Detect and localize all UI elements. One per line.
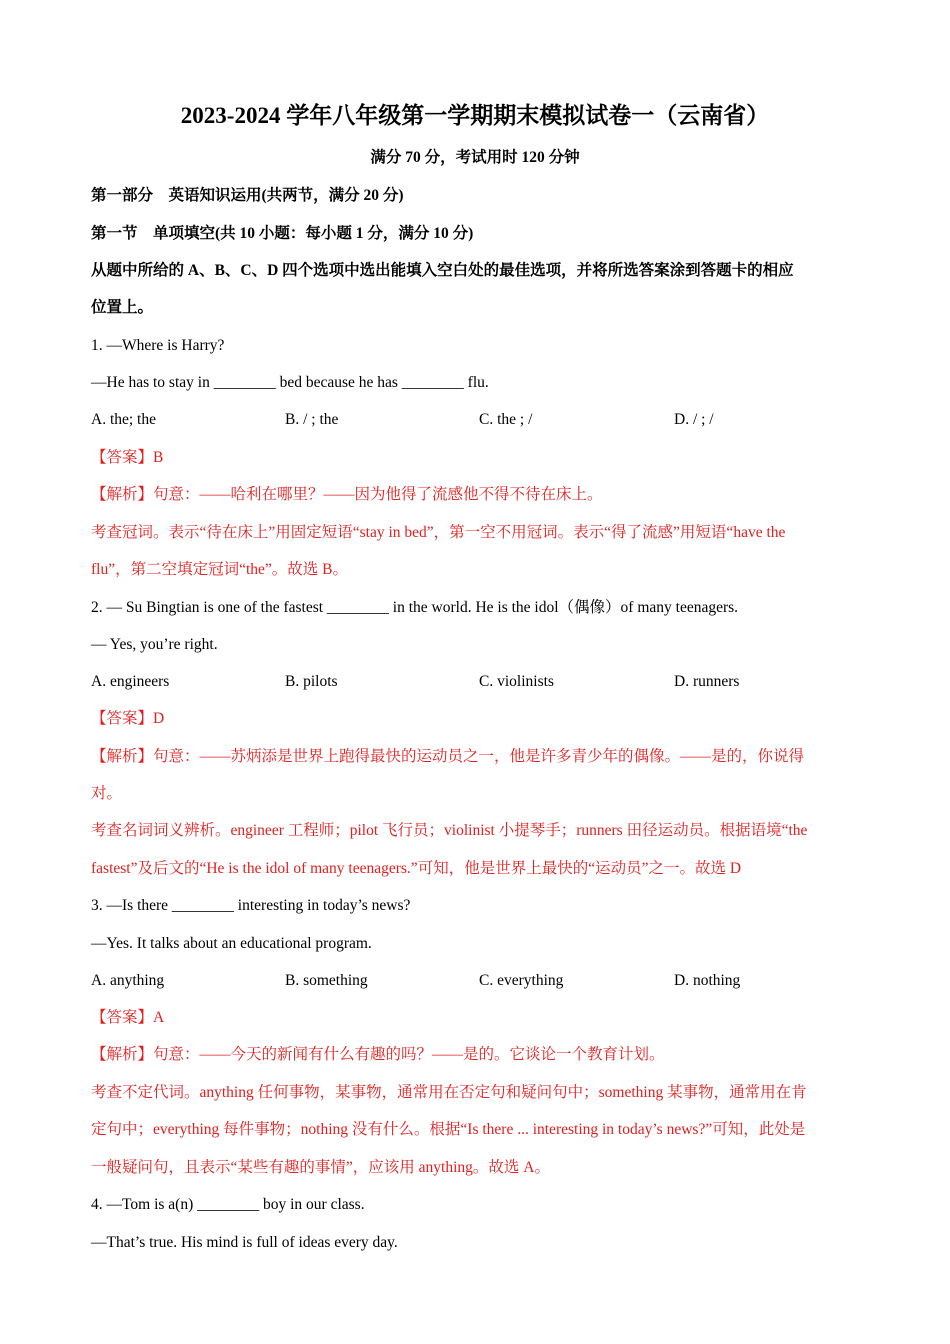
option-d: D. nothing — [674, 972, 741, 989]
analysis-line: fastest”及后文的“He is the idol of many teenagers.”可知，他是世界上最快的“运动员”之一。故选 D — [91, 860, 742, 877]
options-row — [0, 408, 950, 432]
analysis-line: flu”，第二空填定冠词“the”。故选 B。 — [91, 561, 349, 578]
answer-label: 【答案】B — [91, 449, 164, 466]
question-stem: 1. —Where is Harry? — [91, 337, 225, 354]
option-c: C. violinists — [479, 673, 554, 690]
option-c: C. the ; / — [479, 411, 533, 428]
answer-label: 【答案】D — [91, 710, 165, 727]
analysis-line: 定句中；everything 每件事物；nothing 没有什么。根据“Is there ... interesting in today’s news?”可知，此处是 — [91, 1121, 806, 1138]
analysis-line: 【解析】句意：——苏炳添是世界上跑得最快的运动员之一，他是许多青少年的偶像。——是的，你说得 — [91, 748, 805, 765]
question-stem: —He has to stay in ________ bed because he has ________ flu. — [91, 374, 489, 391]
instructions-line: 位置上。 — [91, 299, 154, 316]
option-c: C. everything — [479, 972, 564, 989]
page-subtitle: 满分 70 分，考试用时 120 分钟 — [370, 149, 580, 166]
analysis-line: 考查不定代词。anything 任何事物，某事物，通常用在否定句和疑问句中；something 某事物，通常用在肯 — [91, 1084, 807, 1101]
analysis-line: 【解析】句意：——今天的新闻有什么有趣的吗？——是的。它谈论一个教育计划。 — [91, 1046, 665, 1063]
option-b: B. / ; the — [285, 411, 339, 428]
question-stem: —Yes. It talks about an educational program. — [91, 935, 372, 952]
option-a: A. engineers — [91, 673, 170, 690]
option-a: A. the; the — [91, 411, 156, 428]
answer-label: 【答案】A — [91, 1009, 165, 1026]
options-row — [0, 969, 950, 993]
option-d: D. runners — [674, 673, 740, 690]
analysis-line: 对。 — [91, 785, 123, 802]
analysis-line: 一般疑问句，且表示“某些有趣的事情”，应该用 anything。故选 A。 — [91, 1159, 550, 1176]
instructions-line: 从题中所给的 A、B、C、D 四个选项中选出能填入空白处的最佳选项，并将所选答案涂到答题卡的相应 — [91, 262, 794, 279]
part-heading: 第一部分 英语知识运用(共两节，满分 20 分) — [91, 187, 404, 204]
analysis-line: 【解析】句意：——哈利在哪里？——因为他得了流感他不得不待在床上。 — [91, 486, 603, 503]
section-heading: 第一节 单项填空(共 10 小题：每小题 1 分，满分 10 分) — [91, 225, 474, 242]
options-row — [0, 670, 950, 694]
question-stem: 2. — Su Bingtian is one of the fastest ________ in the world. He is the idol（偶像）of many teenagers. — [91, 599, 739, 616]
option-b: B. something — [285, 972, 368, 989]
question-stem: — Yes, you’re right. — [91, 636, 218, 653]
analysis-line: 考查冠词。表示“待在床上”用固定短语“stay in bed”，第一空不用冠词。表示“得了流感”用短语“have the — [91, 524, 786, 541]
question-stem: —That’s true. His mind is full of ideas every day. — [91, 1234, 398, 1251]
analysis-line: 考查名词词义辨析。engineer 工程师；pilot 飞行员；violinist 小提琴手；runners 田径运动员。根据语境“the — [91, 822, 808, 839]
option-b: B. pilots — [285, 673, 338, 690]
option-a: A. anything — [91, 972, 165, 989]
option-d: D. / ; / — [674, 411, 714, 428]
question-stem: 4. —Tom is a(n) ________ boy in our class. — [91, 1196, 365, 1213]
page-title: 2023-2024 学年八年级第一学期期末模拟试卷一（云南省） — [180, 103, 770, 128]
question-stem: 3. —Is there ________ interesting in today’s news? — [91, 897, 411, 914]
